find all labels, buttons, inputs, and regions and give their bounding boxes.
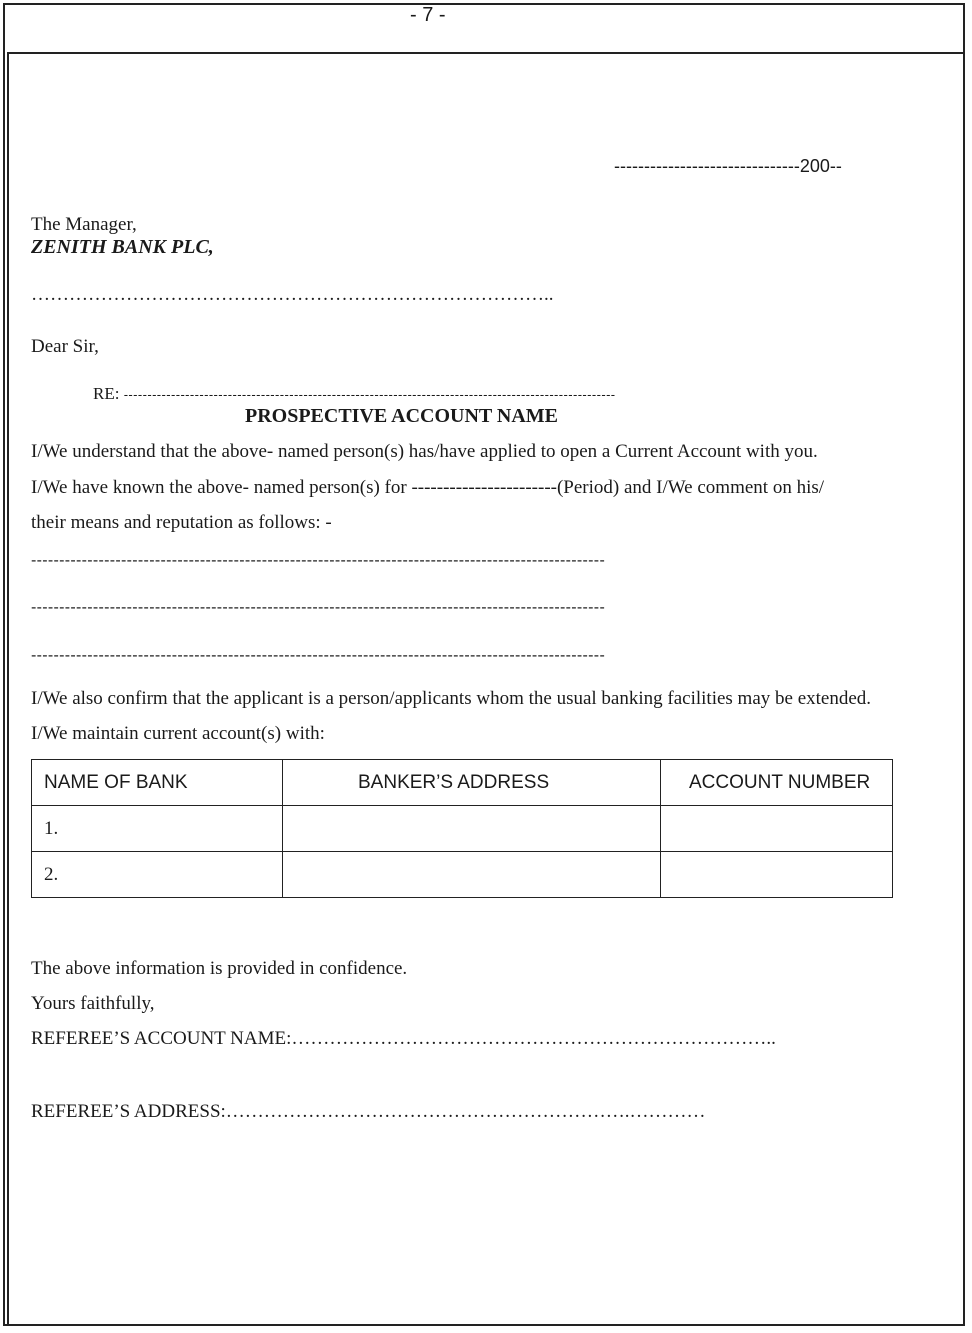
subject-heading: PROSPECTIVE ACCOUNT NAME bbox=[245, 405, 558, 427]
re-line bbox=[93, 384, 616, 404]
paragraph-1: I/We understand that the above- named person(s) has/have applied to open a Current Account with you. bbox=[31, 441, 818, 462]
referee-address[interactable]: REFEREE’S ADDRESS:……………………………………………………….………… bbox=[31, 1101, 706, 1122]
comment-line-3: ------------------------------------------------------------------------------------------------------ bbox=[31, 647, 606, 664]
re-dashes: -------------------------------------------------------------------------------------------------------- bbox=[123, 387, 616, 402]
date-line: -------------------------------200-- bbox=[614, 156, 842, 176]
yours-faithfully: Yours faithfully, bbox=[31, 993, 155, 1014]
recipient-address-line: ……………………………………………………………………….. bbox=[31, 284, 554, 305]
header-bankers-address: BANKER’S ADDRESS bbox=[283, 760, 661, 806]
table-row bbox=[32, 806, 893, 852]
comment-line-2: ------------------------------------------------------------------------------------------------------ bbox=[31, 599, 606, 616]
paragraph-3: I/We also confirm that the applicant is a person/applicants whom the usual banking facilities may be extended. bbox=[31, 688, 872, 709]
table-row bbox=[32, 852, 893, 898]
recipient-title: The Manager, bbox=[31, 214, 137, 235]
row-2-account-cell[interactable] bbox=[661, 852, 893, 898]
paragraph-2-line-1: I/We have known the above- named person(s) for -----------------------(Period) and I/We comment on his/ bbox=[31, 477, 825, 498]
confidence-statement: The above information is provided in confidence. bbox=[31, 958, 408, 979]
paragraph-2-line-2: their means and reputation as follows: - bbox=[31, 512, 332, 533]
comment-line-1: ------------------------------------------------------------------------------------------------------ bbox=[31, 552, 606, 569]
bank-accounts-table bbox=[31, 759, 893, 898]
row-2-address-cell[interactable] bbox=[283, 852, 661, 898]
header-name-of-bank: NAME OF BANK bbox=[32, 760, 283, 806]
re-label: RE: bbox=[93, 384, 120, 403]
referee-account-name[interactable]: REFEREE’S ACCOUNT NAME:………………………………………………………………….. bbox=[31, 1028, 776, 1049]
page-number: - 7 - bbox=[410, 4, 446, 26]
header-account-number: ACCOUNT NUMBER bbox=[661, 760, 893, 806]
row-1-address-cell[interactable] bbox=[283, 806, 661, 852]
row-1-account-cell[interactable] bbox=[661, 806, 893, 852]
row-1-bank-cell[interactable]: 1. bbox=[32, 806, 283, 852]
paragraph-4: I/We maintain current account(s) with: bbox=[31, 723, 325, 744]
table-header-row bbox=[32, 760, 893, 806]
recipient-bank: ZENITH BANK PLC, bbox=[31, 236, 214, 258]
row-2-bank-cell[interactable]: 2. bbox=[32, 852, 283, 898]
salutation: Dear Sir, bbox=[31, 336, 99, 357]
